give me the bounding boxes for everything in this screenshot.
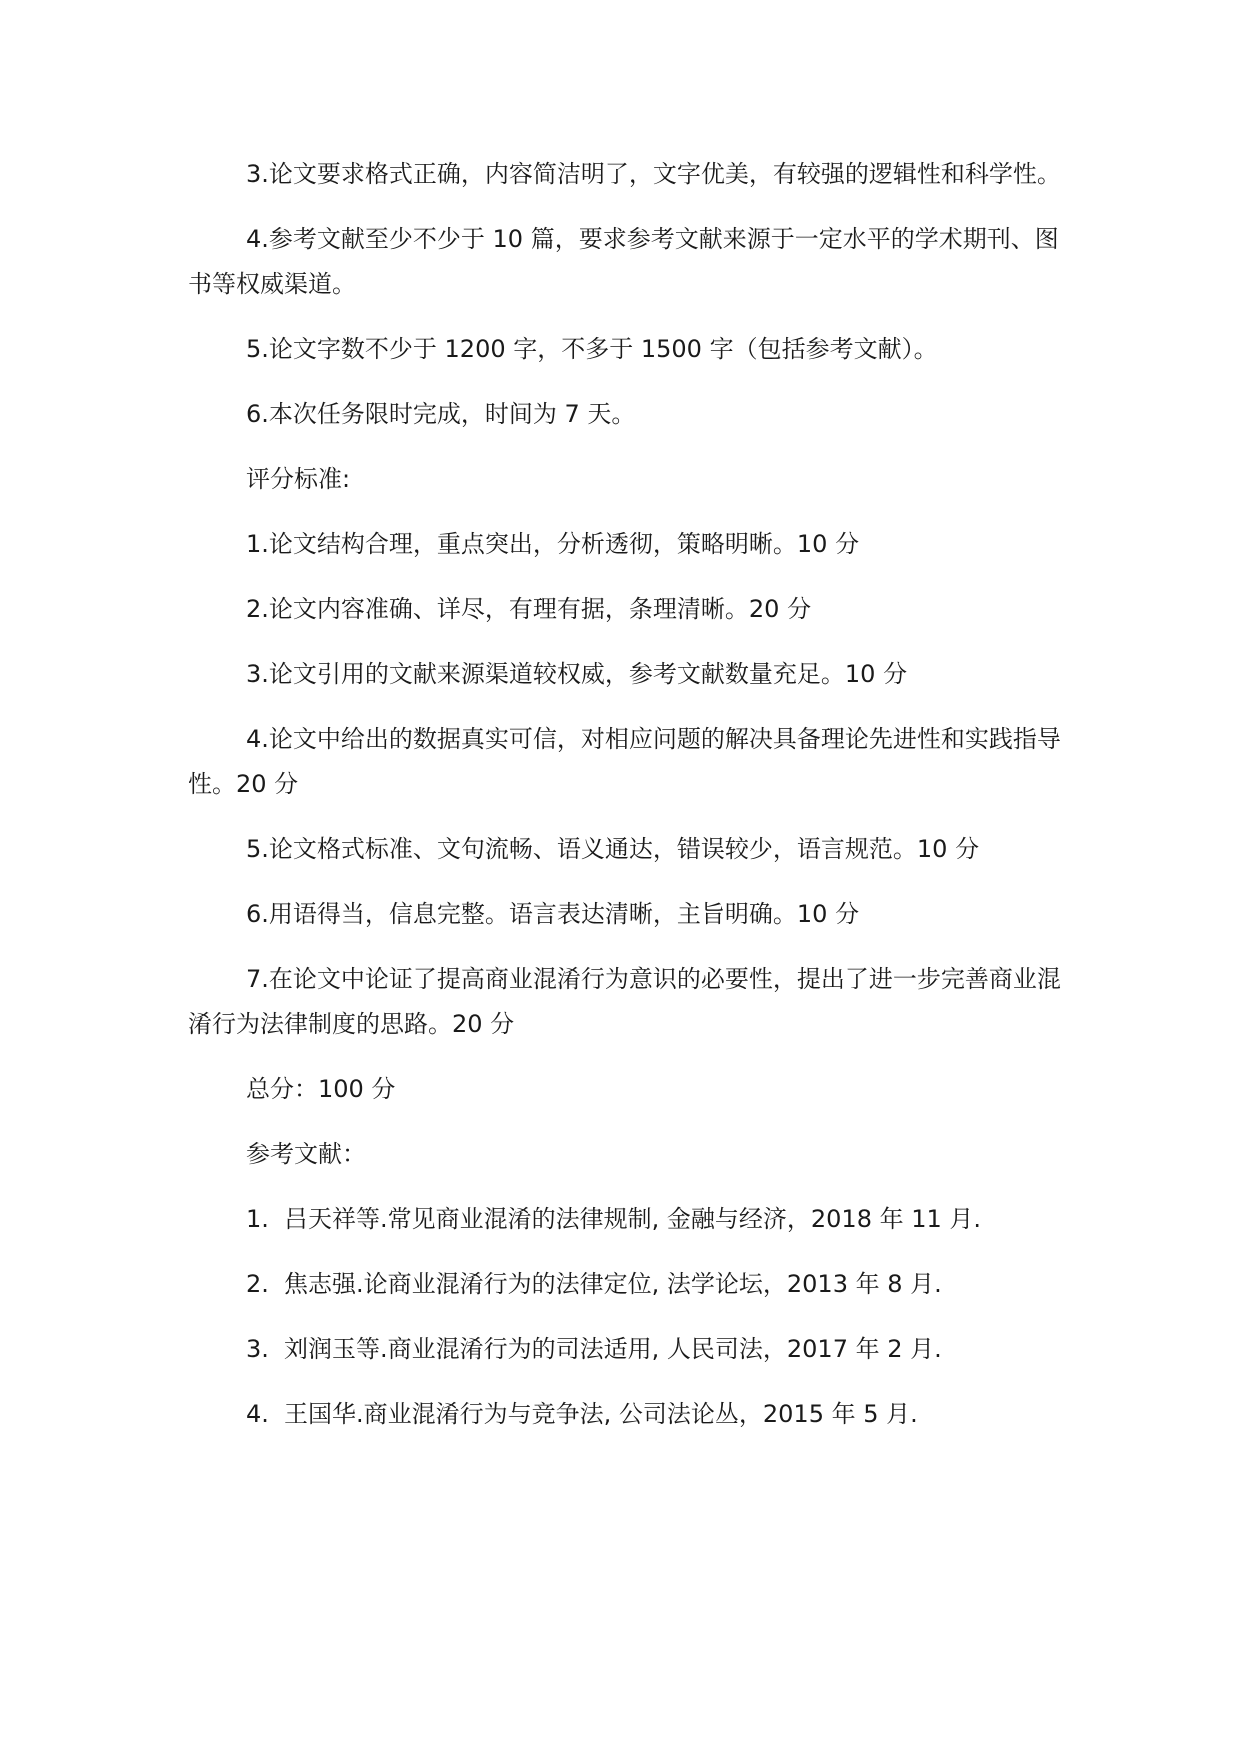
reference-item bbox=[188, 1262, 1068, 1307]
reference-item bbox=[188, 1197, 1068, 1242]
scoring-heading: 评分标准: bbox=[246, 465, 351, 493]
scoring-item-5: 5.论文格式标准、文句流畅、语义通达，错误较少，语言规范。10 分 bbox=[246, 835, 980, 863]
references-heading: 参考文献： bbox=[246, 1140, 366, 1168]
scoring-item-6: 6.用语得当，信息完整。语言表达清晰，主旨明确。10 分 bbox=[246, 900, 860, 928]
requirement-3: 3.论文要求格式正确，内容简洁明了，文字优美，有较强的逻辑性和科学性。 bbox=[246, 160, 1061, 188]
requirement-5: 5.论文字数不少于 1200 字，不多于 1500 字（包括参考文献）。 bbox=[246, 335, 938, 363]
scoring-item-3: 3.论文引用的文献来源渠道较权威，参考文献数量充足。10 分 bbox=[246, 660, 908, 688]
reference-list bbox=[188, 1197, 1068, 1437]
reference-text: 焦志强.论商业混淆行为的法律定位, 法学论坛，2013 年 8 月. bbox=[284, 1270, 942, 1298]
reference-number: 3. bbox=[246, 1335, 269, 1363]
scoring-item-2: 2.论文内容准确、详尽，有理有据，条理清晰。20 分 bbox=[246, 595, 812, 623]
reference-number: 1. bbox=[246, 1205, 269, 1233]
reference-number: 2. bbox=[246, 1270, 269, 1298]
document-body bbox=[188, 152, 1068, 1457]
requirement-6: 6.本次任务限时完成，时间为 7 天。 bbox=[246, 400, 636, 428]
reference-number: 4. bbox=[246, 1400, 269, 1428]
requirement-4: 4.参考文献至少不少于 10 篇，要求参考文献来源于一定水平的学术期刊、图书等权威渠道。 bbox=[188, 225, 1059, 298]
reference-text: 吕天祥等.常见商业混淆的法律规制, 金融与经济，2018 年 11 月. bbox=[284, 1205, 982, 1233]
reference-item bbox=[188, 1327, 1068, 1372]
reference-text: 刘润玉等.商业混淆行为的司法适用, 人民司法，2017 年 2 月. bbox=[284, 1335, 942, 1363]
scoring-item-1: 1.论文结构合理，重点突出，分析透彻，策略明晰。10 分 bbox=[246, 530, 860, 558]
scoring-item-4: 4.论文中给出的数据真实可信，对相应问题的解决具备理论先进性和实践指导性。20 分 bbox=[188, 725, 1061, 798]
scoring-item-7: 7.在论文中论证了提高商业混淆行为意识的必要性，提出了进一步完善商业混淆行为法律制度的思路。20 分 bbox=[188, 965, 1061, 1038]
reference-text: 王国华.商业混淆行为与竞争法, 公司法论丛，2015 年 5 月. bbox=[284, 1400, 918, 1428]
reference-item bbox=[188, 1392, 1068, 1437]
scoring-total: 总分：100 分 bbox=[246, 1075, 396, 1103]
